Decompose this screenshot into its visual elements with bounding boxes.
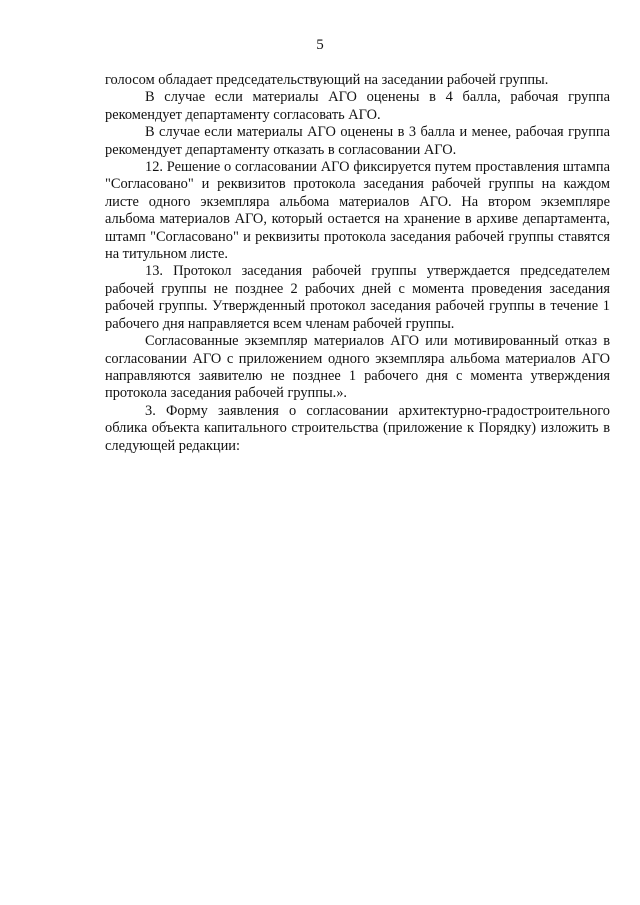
paragraph-item-12: 12. Решение о согласовании АГО фиксируется путем проставления штампа "Согласовано" и реквизитов протокола заседания рабочей группы на каждом листе одного экземпляра альбома материалов АГО. На втором экземпляре альбома материалов АГО, который остается на хранение в архиве департамента, штамп "Согласовано" и реквизиты протокола заседания рабочей группы ставятся на титульном листе.: [105, 159, 610, 263]
paragraph-score-4: В случае если материалы АГО оценены в 4 балла, рабочая группа рекомендует департаменту согласовать АГО.: [105, 89, 610, 123]
page-number: 5: [316, 37, 324, 53]
paragraph-continuation: голосом обладает председательствующий на заседании рабочей группы.: [105, 72, 549, 88]
paragraph-score-3: В случае если материалы АГО оценены в 3 балла и менее, рабочая группа рекомендует департаменту отказать в согласовании АГО.: [105, 124, 610, 158]
paragraph-item-13: 13. Протокол заседания рабочей группы утверждается председателем рабочей группы не позднее 2 рабочих дней с момента проведения заседания рабочей группы. Утвержденный протокол заседания рабочей группы в течение 1 рабочего дня направляется всем членам рабочей группы.: [105, 263, 610, 332]
paragraph-item-3-form: 3. Форму заявления о согласовании архитектурно-градостроительного облика объекта капитального строительства (приложение к Порядку) изложить в следующей редакции:: [105, 402, 610, 454]
paragraph-approved-copies: Согласованные экземпляр материалов АГО или мотивированный отказ в согласовании АГО с приложением одного экземпляра альбома материалов АГО направляются заявителю не позднее 1 рабочего дня с момента утверждения протокола заседания рабочей группы.».: [105, 333, 610, 402]
document-body: [105, 72, 610, 455]
